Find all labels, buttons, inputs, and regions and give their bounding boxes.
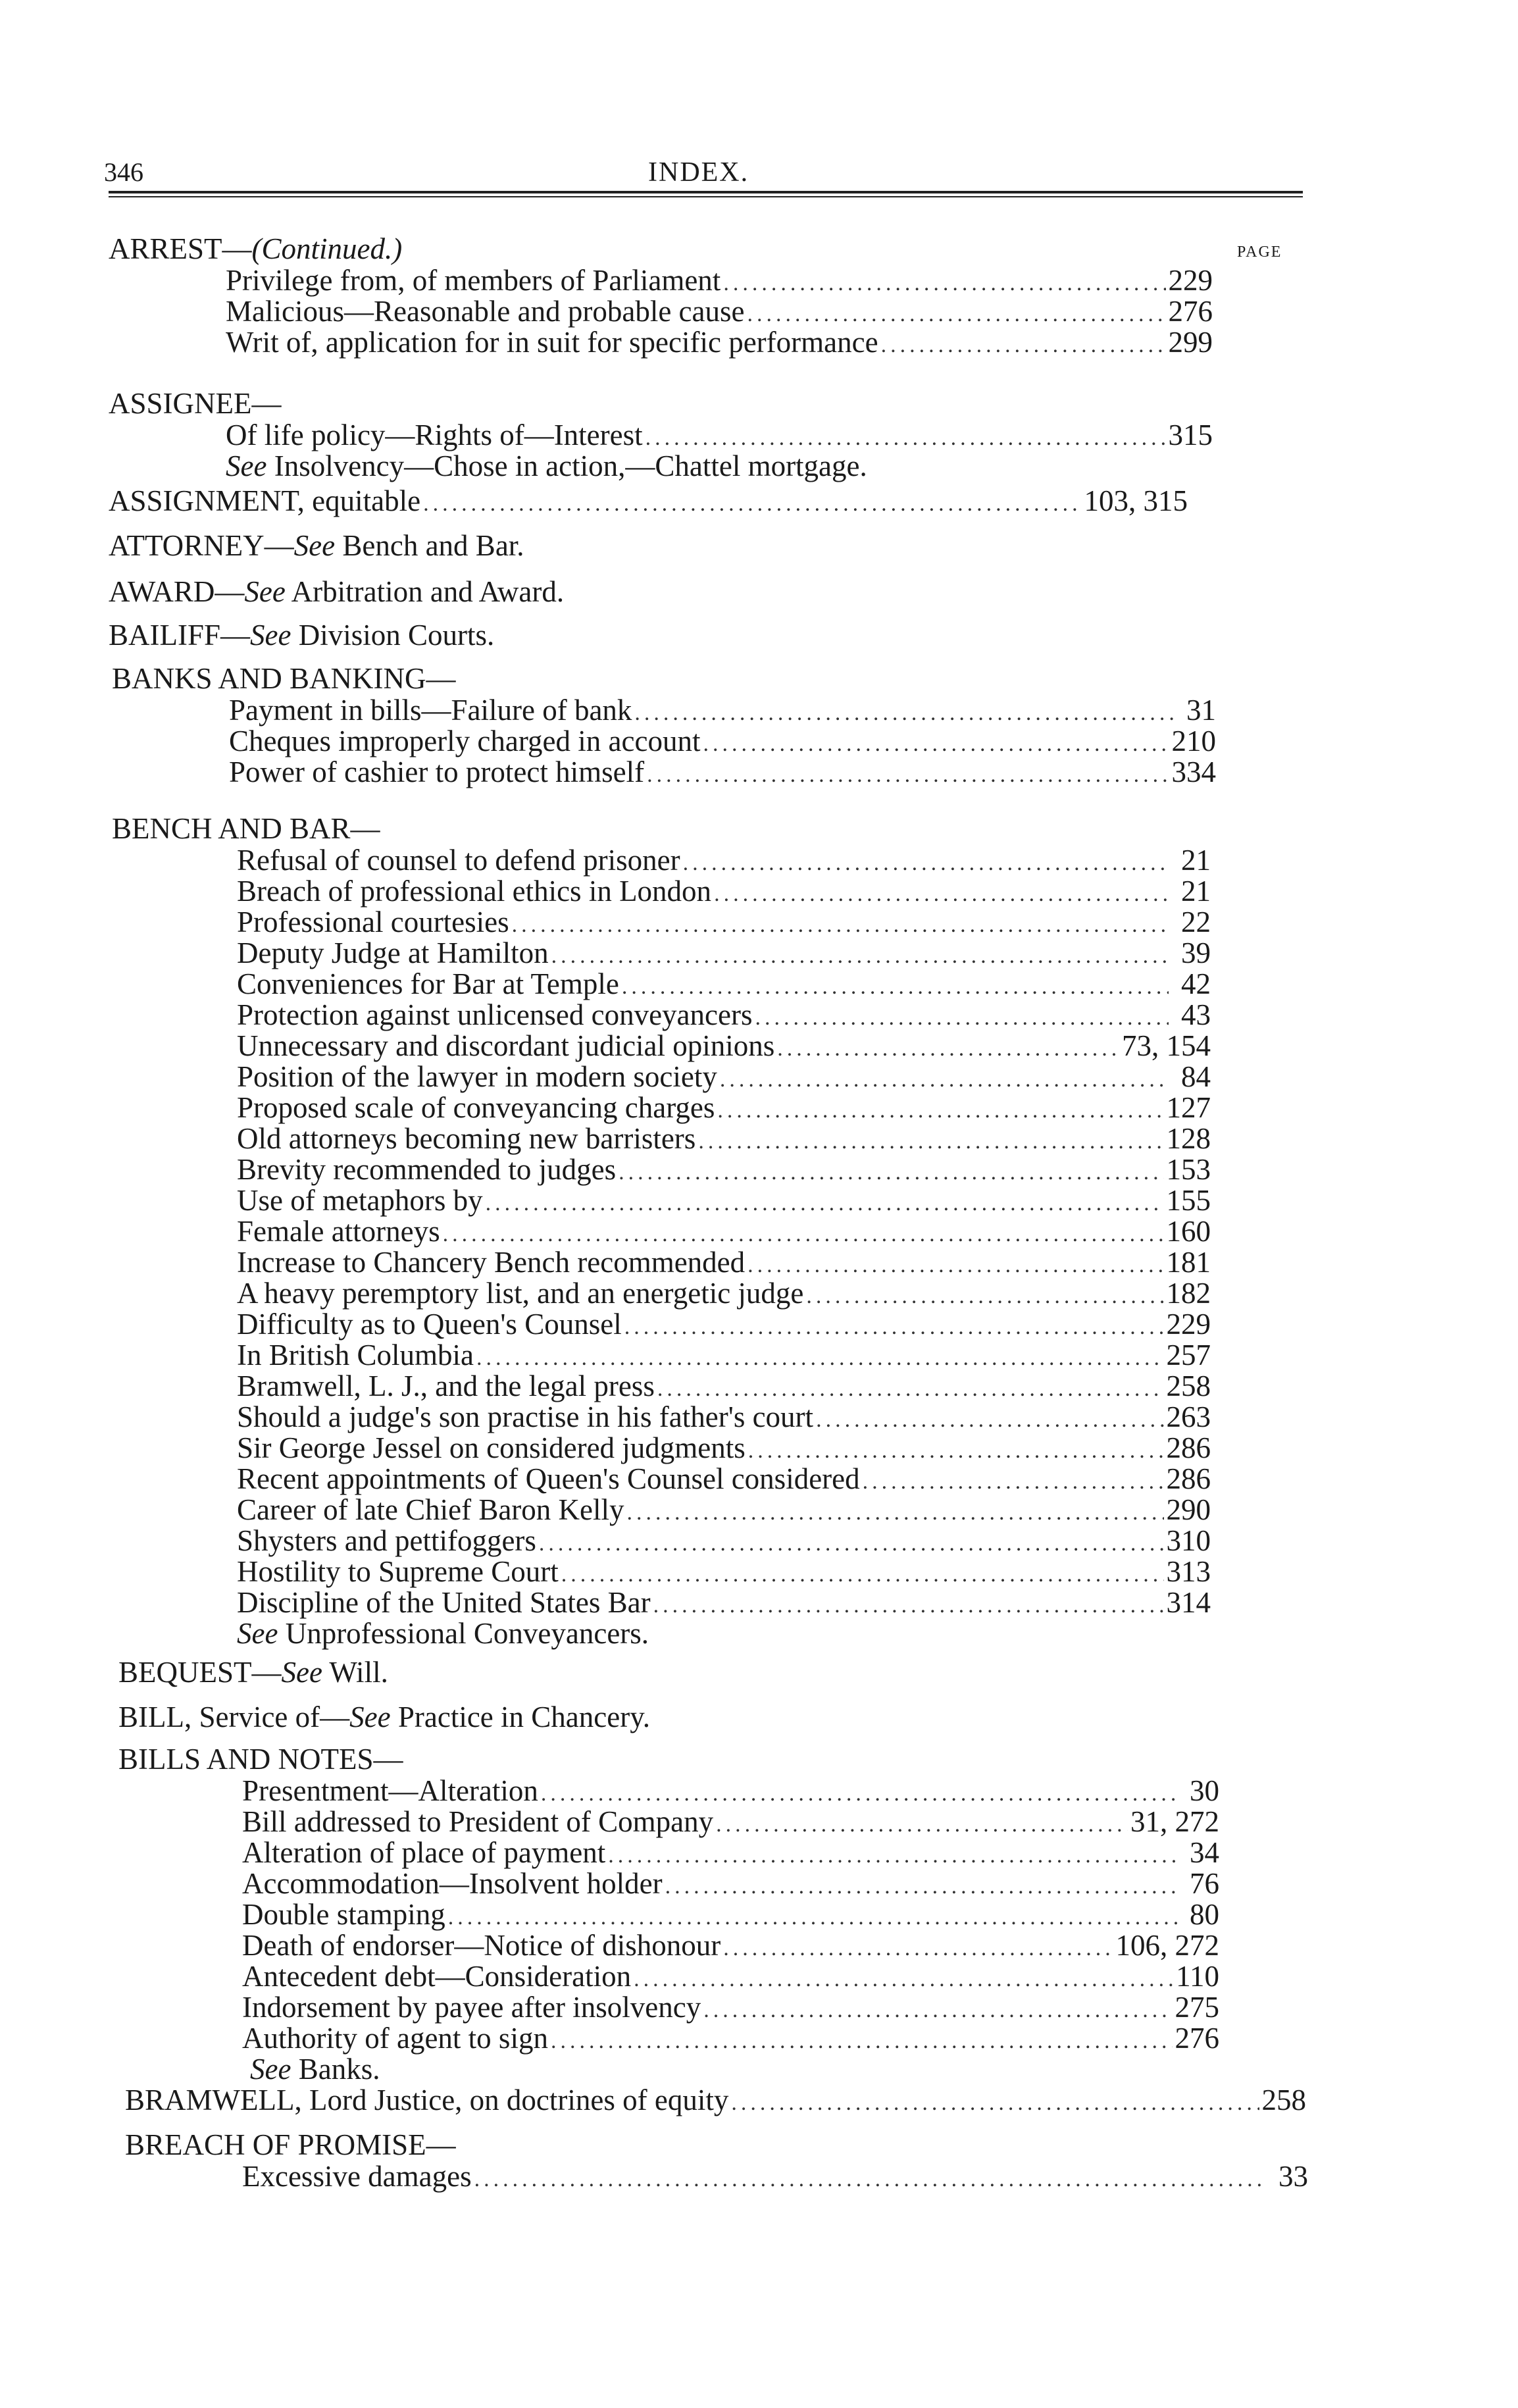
index-entry [242, 1992, 1219, 2023]
header-rule-thin [109, 196, 1303, 197]
entry-text: Unnecessary and discordant judicial opinions [237, 1029, 775, 1062]
index-entry [237, 1031, 1211, 1062]
dot-leader [622, 971, 1169, 1002]
entry-page-number: 128 [1166, 1122, 1211, 1155]
index-entry [237, 1000, 1211, 1031]
dot-leader [551, 2026, 1173, 2057]
dot-leader [806, 1281, 1163, 1312]
entry-text: Refusal of counsel to defend prisoner [237, 844, 680, 877]
entry-page-number: 106, 272 [1115, 1929, 1219, 1962]
dot-leader [863, 1466, 1164, 1497]
dot-leader [665, 1871, 1177, 1902]
index-entry [237, 1587, 1211, 1618]
dot-leader [474, 2164, 1266, 2195]
entry-text: Difficulty as to Queen's Counsel [237, 1308, 622, 1341]
entry-page-number: 110 [1176, 1960, 1219, 1993]
entry-page-number: 299 [1168, 326, 1213, 359]
dot-leader [723, 268, 1165, 299]
entry-text: Presentment—Alteration [242, 1774, 538, 1807]
dot-leader [653, 1590, 1164, 1621]
entry-text: Bramwell, L. J., and the legal press [237, 1370, 655, 1402]
entry-text: Privilege from, of members of Parliament [226, 264, 721, 297]
entry-text: Career of late Chief Baron Kelly [237, 1493, 624, 1526]
index-entry [237, 1495, 1211, 1525]
entry-page-number: 21 [1181, 875, 1211, 908]
dot-leader [816, 1404, 1163, 1435]
dot-leader [716, 1809, 1128, 1840]
entry-page-number: 31 [1186, 694, 1216, 727]
entry-text: Protection against unlicensed conveyancers [237, 998, 753, 1031]
entry-text: Death of endorser—Notice of dishonour [242, 1929, 721, 1962]
entry-text: Brevity recommended to judges [237, 1153, 617, 1186]
entry-page-number: 22 [1181, 906, 1211, 938]
entry-text: Female attorneys [237, 1215, 440, 1248]
index-section-breach-of-promise [125, 2130, 1309, 2192]
dot-leader [777, 1033, 1119, 1064]
entry-page-number: 258 [1166, 1370, 1211, 1402]
entry-text: Accommodation—Insolvent holder [242, 1867, 663, 1900]
entry-page-number: 153 [1166, 1153, 1211, 1186]
dot-leader [683, 848, 1169, 879]
index-entry [242, 1837, 1219, 1868]
entry-text: Sir George Jessel on considered judgments [237, 1431, 746, 1464]
dot-leader [647, 759, 1169, 790]
dot-leader [717, 1095, 1163, 1126]
index-entry [237, 1556, 1211, 1587]
dot-leader [627, 1497, 1164, 1528]
entry-text: Of life policy—Rights of—Interest [226, 419, 643, 451]
entry-page-number: 275 [1175, 1991, 1219, 2024]
section-heading: ASSIGNEE— [109, 387, 282, 420]
index-entry [237, 1525, 1211, 1556]
entry-page-number: 160 [1166, 1215, 1211, 1248]
entry-text: Cheques improperly charged in account [229, 725, 701, 757]
section-heading: BILLS AND NOTES— [118, 1743, 403, 1776]
index-entry [229, 695, 1216, 726]
index-entry [237, 1092, 1211, 1123]
entry-page-number: 276 [1168, 295, 1213, 328]
entry-page-number: 286 [1166, 1431, 1211, 1464]
entry-text: Malicious—Reasonable and probable cause [226, 295, 745, 328]
entry-page-number: 76 [1190, 1867, 1219, 1900]
index-entry: ASSIGNMENT, equitable ..... 103, 315 [109, 486, 1188, 517]
dot-leader [561, 1559, 1164, 1590]
dot-leader [541, 1778, 1177, 1809]
index-entry [237, 1371, 1211, 1402]
index-entry [242, 1961, 1219, 1992]
index-entry [242, 1868, 1219, 1899]
entry-page-number: 39 [1181, 936, 1211, 969]
entry-text: Conveniences for Bar at Temple [237, 967, 619, 1000]
entry-text: Should a judge's son practise in his father's court [237, 1400, 814, 1433]
see-also-note: See Banks. [250, 2053, 380, 2086]
dot-leader [539, 1528, 1164, 1559]
entry-page-number: 43 [1181, 998, 1211, 1031]
index-entry [237, 938, 1211, 969]
entry-text: Double stamping [242, 1898, 445, 1931]
index-entry [237, 1433, 1211, 1464]
dot-leader [551, 940, 1169, 971]
entry-page-number: 290 [1166, 1493, 1211, 1526]
index-section-bills-and-notes [118, 1744, 1309, 2085]
see-also-note: See Insolvency—Chose in action,—Chattel mortgage. [226, 449, 867, 482]
index-entry [242, 1776, 1219, 1806]
entry-page-number: 84 [1181, 1060, 1211, 1093]
entry-text: Antecedent debt—Consideration [242, 1960, 632, 1993]
page-column-label: PAGE [1237, 243, 1282, 261]
index-entry: BRAMWELL, Lord Justice, on doctrines of equity ..... 258 [125, 2085, 1306, 2116]
dot-leader [443, 1219, 1164, 1250]
index-entry [242, 2023, 1219, 2054]
entry-page-number: 229 [1166, 1308, 1211, 1341]
index-entry [237, 845, 1211, 876]
entry-text: Excessive damages [242, 2160, 472, 2193]
index-section-bill: BILL, Service of—See Practice in Chancery. [118, 1701, 651, 1733]
entry-page-number: 21 [1181, 844, 1211, 877]
index-entry [237, 969, 1211, 1000]
entry-page-number: 182 [1166, 1277, 1211, 1310]
index-entry [226, 420, 1213, 451]
index-entry [242, 1806, 1219, 1837]
entry-text: Increase to Chancery Bench recommended [237, 1246, 746, 1279]
section-heading: ARREST—(Continued.) [109, 232, 403, 265]
entry-page-number: 334 [1171, 756, 1216, 788]
entry-page-number: 42 [1181, 967, 1211, 1000]
entry-page-number: 263 [1166, 1400, 1211, 1433]
index-entry [237, 1464, 1211, 1495]
dot-leader [486, 1188, 1164, 1219]
dot-leader [634, 698, 1174, 729]
dot-leader [448, 1902, 1177, 1933]
index-section-banks [112, 663, 1309, 788]
entry-page-number: 314 [1166, 1586, 1211, 1619]
entry-text: Indorsement by payee after insolvency [242, 1991, 701, 2024]
entry-page-number: 33 [1278, 2160, 1308, 2193]
dot-leader [476, 1343, 1164, 1373]
dot-leader [624, 1312, 1164, 1343]
dot-leader [645, 423, 1166, 453]
dot-leader [698, 1126, 1163, 1157]
index-entry [237, 1278, 1211, 1309]
section-heading: BENCH AND BAR— [112, 812, 380, 845]
index-entry [237, 1216, 1211, 1247]
dot-leader [657, 1373, 1164, 1404]
entry-text: Authority of agent to sign [242, 2022, 548, 2055]
entry-page-number: 34 [1190, 1836, 1219, 1869]
entry-page-number: 80 [1190, 1898, 1219, 1931]
entry-page-number: 257 [1166, 1339, 1211, 1371]
index-entry [237, 1247, 1211, 1278]
entry-text: In British Columbia [237, 1339, 474, 1371]
dot-leader [723, 1933, 1113, 1964]
dot-leader [747, 1250, 1163, 1281]
index-entry [237, 876, 1211, 907]
index-entry [242, 1899, 1219, 1930]
index-entry [237, 1062, 1211, 1092]
entry-page-number: 210 [1171, 725, 1216, 757]
entry-page-number: 315 [1168, 419, 1213, 451]
dot-leader [881, 330, 1166, 361]
entry-text: Shysters and pettifoggers [237, 1524, 536, 1557]
entry-text: Position of the lawyer in modern society [237, 1060, 717, 1093]
index-entry [237, 1185, 1211, 1216]
entry-page-number: 286 [1166, 1462, 1211, 1495]
index-entry [237, 1154, 1211, 1185]
entry-page-number: 310 [1166, 1524, 1211, 1557]
entry-text: A heavy peremptory list, and an energetic judge [237, 1277, 804, 1310]
page-number: 346 [104, 157, 143, 187]
index-section-bench-and-bar [112, 813, 1309, 1649]
entry-page-number: 155 [1166, 1184, 1211, 1217]
index-section-attorney: ATTORNEY—See Bench and Bar. [109, 529, 524, 562]
entry-text: Power of cashier to protect himself [229, 756, 645, 788]
index-entry [229, 757, 1216, 788]
index-entry [226, 296, 1213, 327]
dot-leader [512, 909, 1169, 940]
entry-page-number: 229 [1168, 264, 1213, 297]
entry-text: Breach of professional ethics in London [237, 875, 712, 908]
entry-page-number: 313 [1166, 1555, 1211, 1588]
index-section-arrest [109, 234, 1309, 358]
index-entry [237, 1123, 1211, 1154]
dot-leader [748, 1435, 1164, 1466]
index-entry [237, 1402, 1211, 1433]
index-section-award: AWARD—See Arbitration and Award. [109, 575, 565, 608]
index-entry [242, 2161, 1308, 2192]
entry-page-number: 73, 154 [1122, 1029, 1211, 1062]
dot-leader [755, 1002, 1169, 1033]
entry-text: Hostility to Supreme Court [237, 1555, 559, 1588]
index-entry [237, 1309, 1211, 1340]
index-entry [229, 726, 1216, 757]
entry-text: Recent appointments of Queen's Counsel considered [237, 1462, 860, 1495]
entry-page-number: 31, 272 [1130, 1805, 1219, 1838]
header-rule-thick [109, 191, 1303, 193]
dot-leader [747, 299, 1166, 330]
entry-text: Use of metaphors by [237, 1184, 483, 1217]
entry-text: Payment in bills—Failure of bank [229, 694, 632, 727]
index-entry [226, 265, 1213, 296]
index-section-assignment [109, 486, 1188, 517]
index-entry [226, 327, 1213, 358]
entry-text: Alteration of place of payment [242, 1836, 606, 1869]
entry-text: Discipline of the United States Bar [237, 1586, 651, 1619]
entry-text: Proposed scale of conveyancing charges [237, 1091, 715, 1124]
index-entry [242, 1930, 1219, 1961]
index-section-assignee [109, 388, 1309, 482]
section-heading: BANKS AND BANKING— [112, 662, 456, 695]
dot-leader [720, 1064, 1169, 1095]
entry-page-number: 276 [1175, 2022, 1219, 2055]
dot-leader [703, 1995, 1172, 2026]
dot-leader [714, 879, 1169, 909]
see-also-note: See Unprofessional Conveyancers. [237, 1617, 649, 1650]
dot-leader [619, 1157, 1163, 1188]
section-heading: BREACH OF PROMISE— [125, 2128, 456, 2161]
entry-text: Professional courtesies [237, 906, 509, 938]
index-entry [237, 907, 1211, 938]
index-section-bailiff: BAILIFF—See Division Courts. [109, 619, 495, 652]
entry-page-number: 127 [1166, 1091, 1211, 1124]
entry-text: Bill addressed to President of Company [242, 1805, 714, 1838]
entry-page-number: 181 [1166, 1246, 1211, 1279]
dot-leader [634, 1964, 1173, 1995]
page-title: INDEX. [648, 157, 749, 188]
index-section-bramwell [125, 2085, 1309, 2116]
dot-leader [703, 729, 1169, 759]
entry-text: Deputy Judge at Hamilton [237, 936, 549, 969]
dot-leader [608, 1840, 1177, 1871]
entry-text: Old attorneys becoming new barristers [237, 1122, 696, 1155]
entry-page-number: 30 [1190, 1774, 1219, 1807]
entry-text: Writ of, application for in suit for specific performance [226, 326, 878, 359]
index-entry [237, 1340, 1211, 1371]
index-section-bequest: BEQUEST—See Will. [118, 1656, 388, 1689]
